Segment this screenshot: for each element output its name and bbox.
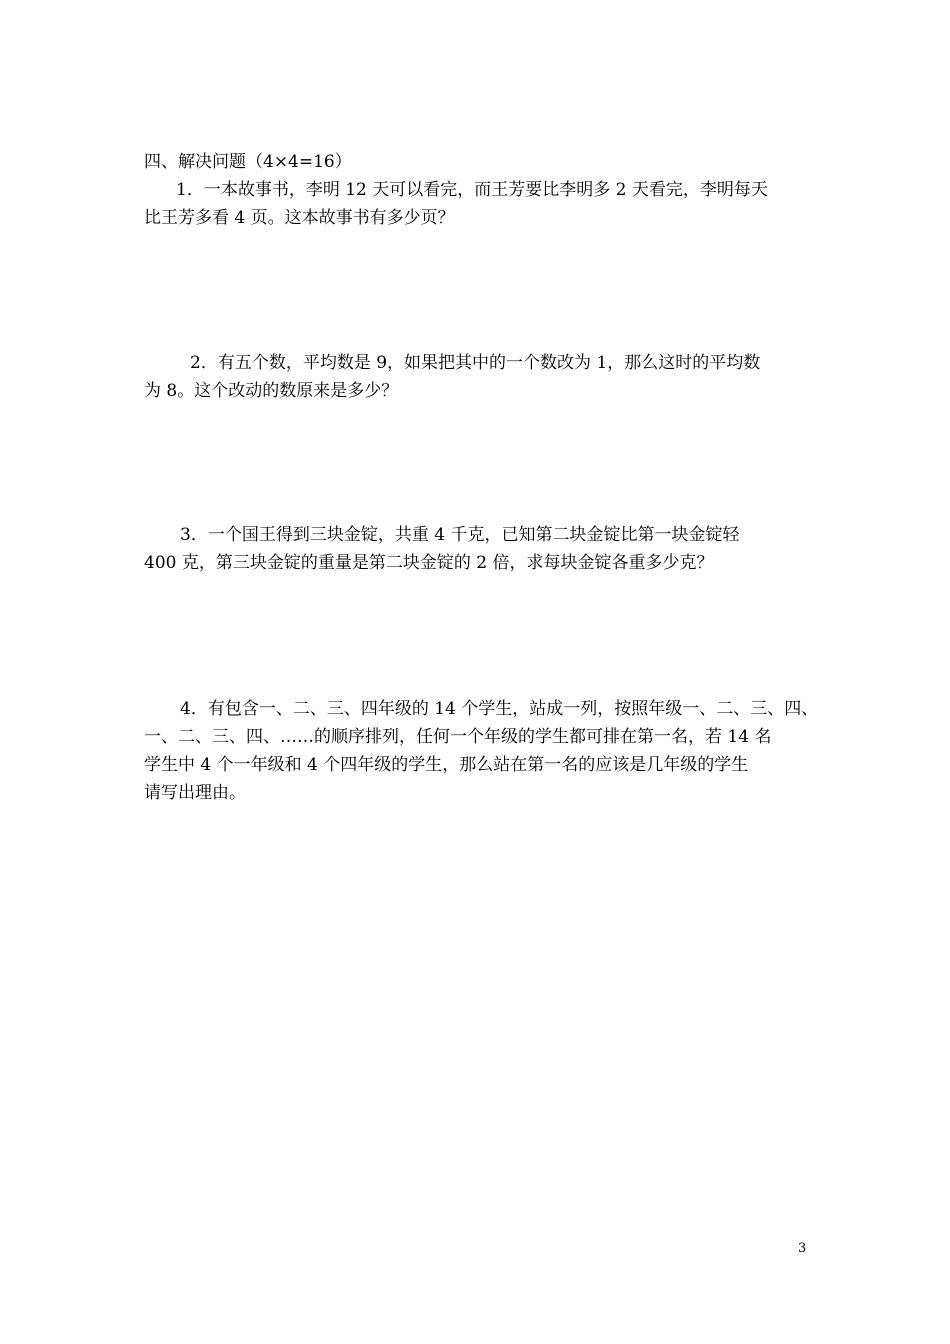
problem-1-line-2: 比王芳多看 4 页。这本故事书有多少页？ bbox=[144, 208, 455, 228]
problem-4-line-3: 学生中 4 个一年级和 4 个四年级的学生，那么站在第一名的应该是几年级的学生 bbox=[144, 755, 749, 775]
page-number: 3 bbox=[798, 1241, 807, 1256]
section-heading: 四、解决问题（4×4=16） bbox=[144, 152, 352, 172]
problem-4-line-2: 一、二、三、四、……的顺序排列，任何一个年级的学生都可排在第一名，若 14 名 bbox=[144, 727, 772, 747]
problem-4-line-1: 4．有包含一、二、三、四年级的 14 个学生，站成一列，按照年级一、二、三、四、 bbox=[180, 699, 819, 719]
problem-3-line-1: 3．一个国王得到三块金锭，共重 4 千克，已知第二块金锭比第一块金锭轻 bbox=[180, 525, 740, 545]
problem-1-line-1: 1．一本故事书，李明 12 天可以看完，而王芳要比李明多 2 天看完，李明每天 bbox=[176, 180, 768, 200]
problem-2-line-2: 为 8。这个改动的数原来是多少？ bbox=[144, 381, 399, 401]
problem-2-line-1: 2．有五个数，平均数是 9，如果把其中的一个数改为 1，那么这时的平均数 bbox=[190, 353, 761, 373]
problem-3-line-2: 400 克，第三块金锭的重量是第二块金锭的 2 倍，求每块金锭各重多少克？ bbox=[144, 553, 714, 573]
problem-4-line-4: 请写出理由。 bbox=[144, 783, 246, 803]
